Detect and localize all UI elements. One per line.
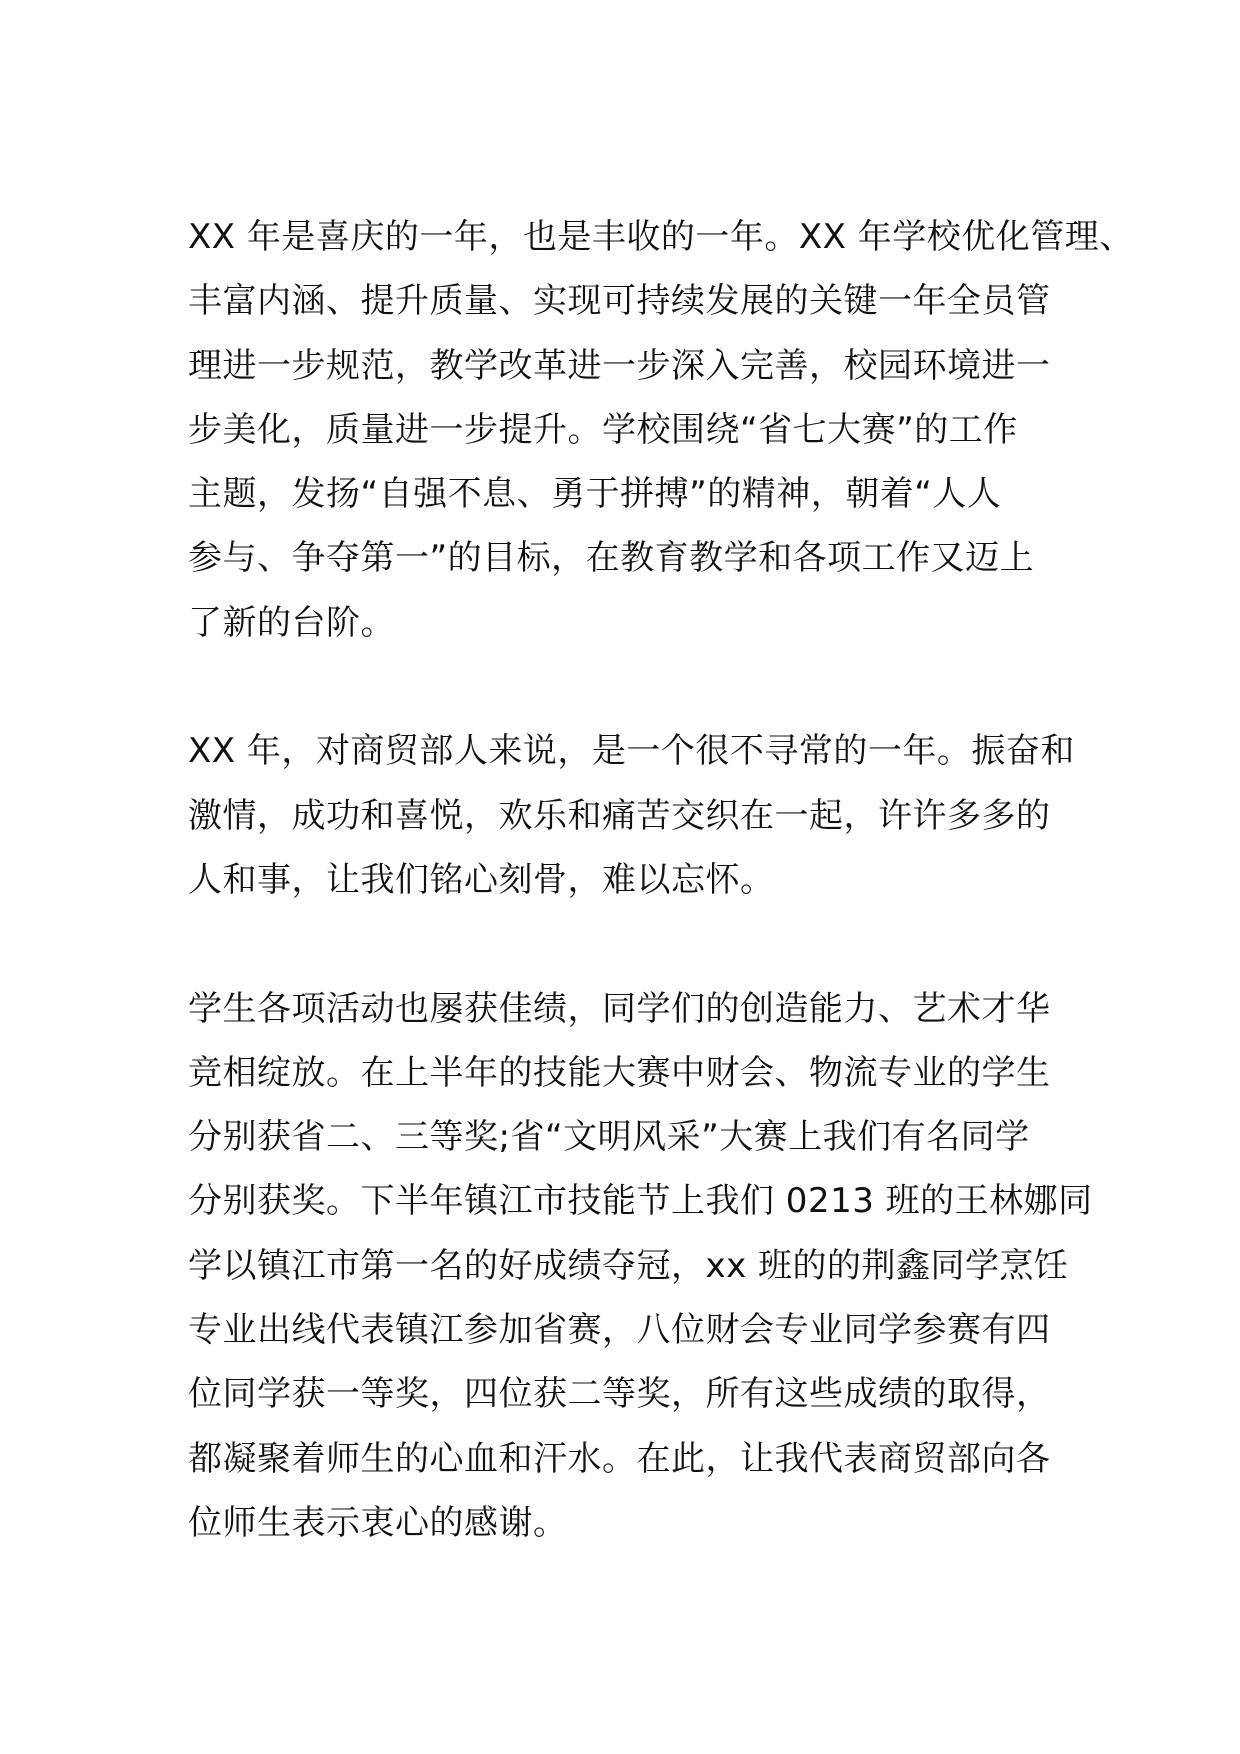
paragraph-line: 分别获奖。下半年镇江市技能节上我们 0213 班的王林娜同 bbox=[188, 1181, 1093, 1222]
document-body bbox=[188, 205, 1134, 1555]
paragraph-line: 学生各项活动也屡获佳绩，同学们的创造能力、艺术才华 bbox=[188, 988, 1051, 1029]
paragraph-spacer bbox=[188, 655, 1058, 719]
paragraph-line: 都凝聚着师生的心血和汗水。在此，让我代表商贸部向各 bbox=[188, 1438, 1051, 1479]
paragraph-2 bbox=[188, 719, 1075, 912]
paragraph-line: 竞相绽放。在上半年的技能大赛中财会、物流专业的学生 bbox=[188, 1052, 1051, 1093]
paragraph-line: 位师生表示衷心的感谢。 bbox=[188, 1502, 568, 1543]
paragraph-1 bbox=[188, 205, 1134, 655]
paragraph-line: 位同学获一等奖，四位获二等奖，所有这些成绩的取得， bbox=[188, 1374, 1051, 1415]
paragraph-line: 分别获省二、三等奖;省“文明风采”大赛上我们有名同学 bbox=[188, 1117, 1030, 1158]
paragraph-spacer bbox=[188, 912, 1058, 976]
paragraph-line: 丰富内涵、提升质量、实现可持续发展的关键一年全员管 bbox=[188, 281, 1051, 322]
paragraph-line: 参与、争夺第一”的目标，在教育教学和各项工作又迈上 bbox=[188, 538, 1035, 579]
paragraph-3 bbox=[188, 977, 1093, 1556]
paragraph-line: 专业出线代表镇江参加省赛，八位财会专业同学参赛有四 bbox=[188, 1310, 1051, 1351]
paragraph-line: XX 年是喜庆的一年，也是丰收的一年。XX 年学校优化管理、 bbox=[188, 217, 1134, 257]
paragraph-line: 激情，成功和喜悦，欢乐和痛苦交织在一起，许许多多的 bbox=[188, 795, 1051, 836]
paragraph-line: 了新的台阶。 bbox=[188, 602, 395, 643]
paragraph-line: 主题，发扬“自强不息、勇于拼搏”的精神，朝着“人人 bbox=[188, 474, 1002, 515]
paragraph-line: XX 年，对商贸部人来说，是一个很不寻常的一年。振奋和 bbox=[188, 731, 1075, 772]
paragraph-line: 学以镇江市第一名的好成绩夺冠，xx 班的的荆鑫同学烹饪 bbox=[188, 1245, 1069, 1286]
paragraph-line: 人和事，让我们铭心刻骨，难以忘怀。 bbox=[188, 859, 775, 900]
paragraph-line: 步美化，质量进一步提升。学校围绕“省七大赛”的工作 bbox=[188, 409, 1018, 450]
paragraph-line: 理进一步规范，教学改革进一步深入完善，校园环境进一 bbox=[188, 345, 1051, 386]
